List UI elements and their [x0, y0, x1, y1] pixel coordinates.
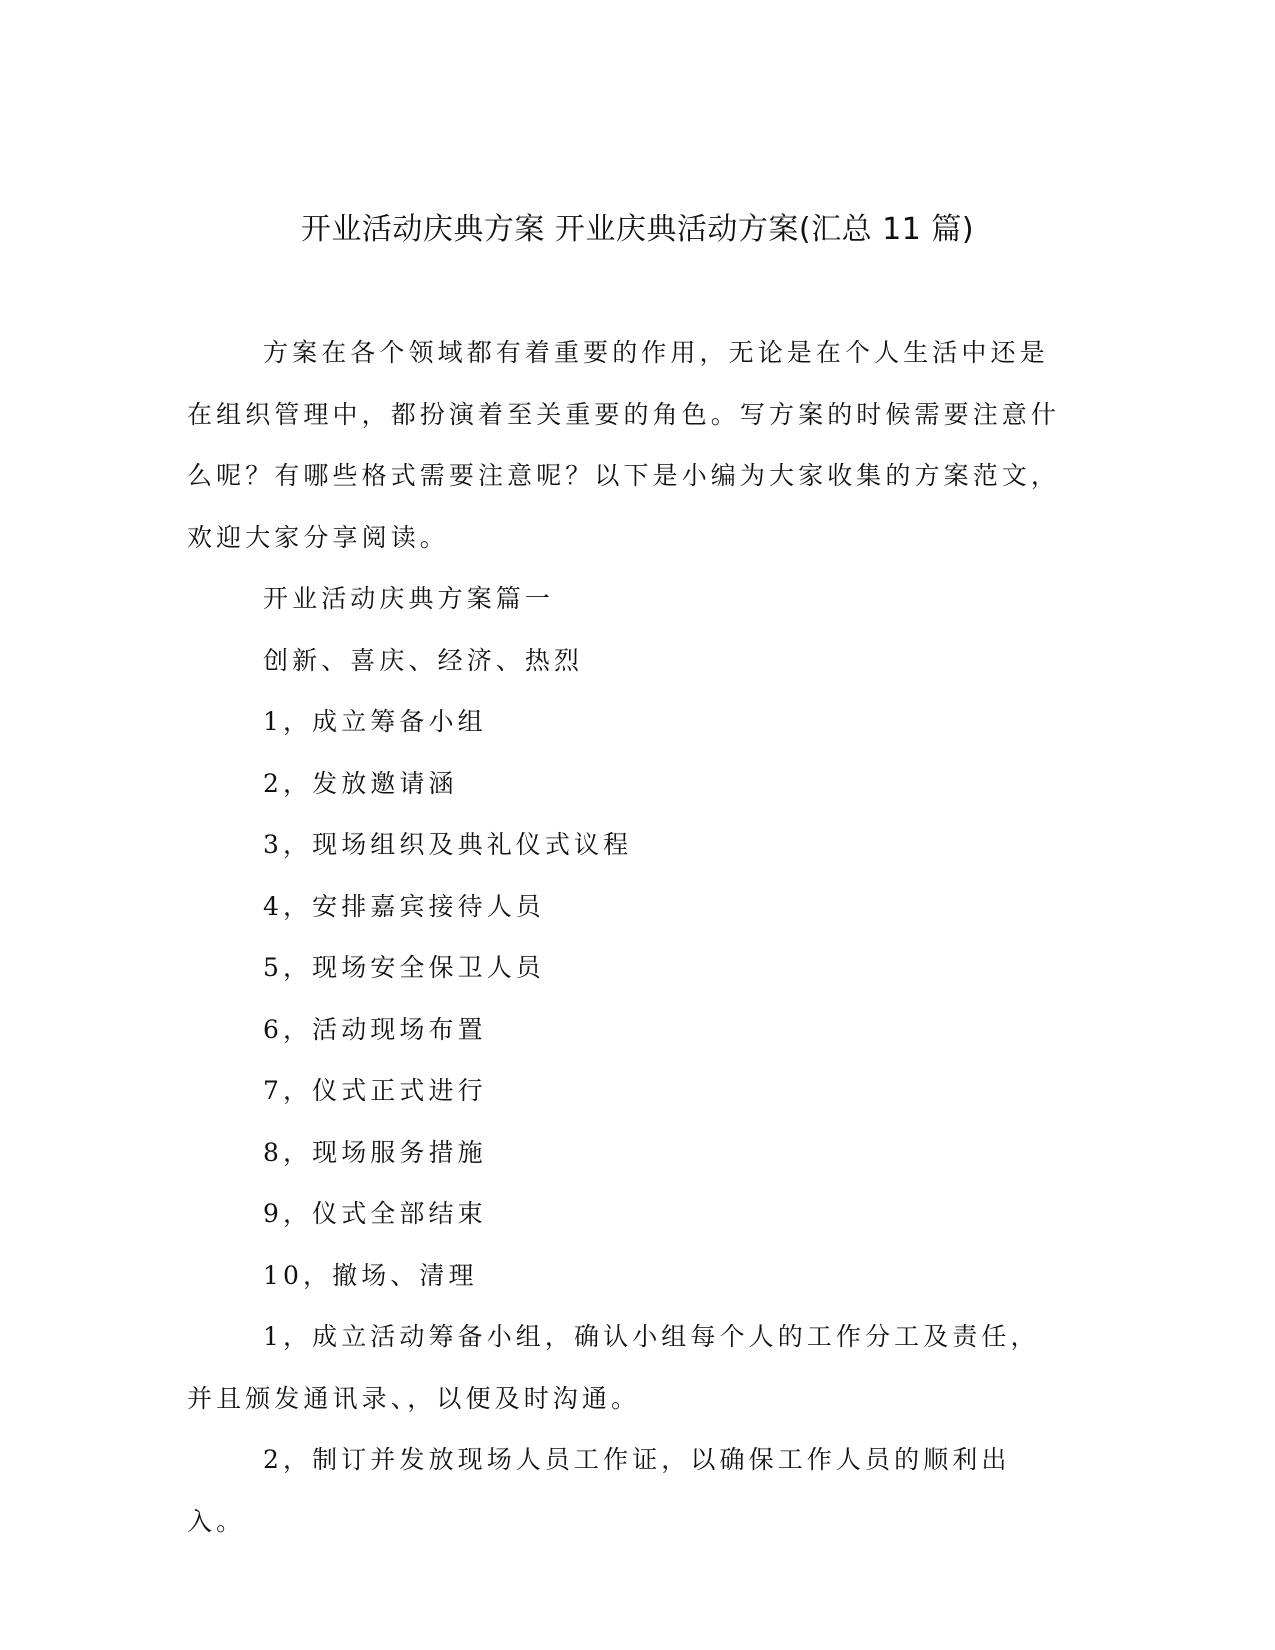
list-item: 2，发放邀请涵 [263, 768, 458, 798]
list-item: 3，现场组织及典礼仪式议程 [263, 830, 633, 859]
document-title: 开业活动庆典方案 开业庆典活动方案(汇总 11 篇) [300, 212, 975, 247]
section-heading: 开业活动庆典方案篇一 [263, 584, 555, 613]
list-item: 5，现场安全保卫人员 [263, 953, 545, 982]
document-body [187, 322, 1067, 1552]
list-item: 7，仪式正式进行 [263, 1076, 487, 1105]
detail-paragraph-2: 2，制订并发放现场人员工作证，以确保工作人员的顺利出入。 [187, 1445, 1011, 1536]
list-item: 10，撤场、清理 [263, 1260, 478, 1290]
list-item: 4，安排嘉宾接待人员 [263, 891, 545, 921]
list-item: 8，现场服务措施 [263, 1137, 487, 1167]
theme-line: 创新、喜庆、经济、热烈 [263, 645, 584, 675]
intro-paragraph: 方案在各个领域都有着重要的作用，无论是在个人生活中还是在组织管理中，都扮演着至关重要的角色。写方案的时候需要注意什么呢？有哪些格式需要注意呢？以下是小编为大家收集的方案范文，欢迎大家分享阅读。 [187, 338, 1061, 552]
list-item: 6，活动现场布置 [263, 1014, 487, 1044]
detail-paragraph-1: 1，成立活动筹备小组，确认小组每个人的工作分工及责任，并且颁发通讯录、，以便及时沟通。 [187, 1322, 1040, 1413]
list-item: 9，仪式全部结束 [263, 1199, 487, 1228]
list-item: 1，成立筹备小组 [263, 707, 487, 736]
